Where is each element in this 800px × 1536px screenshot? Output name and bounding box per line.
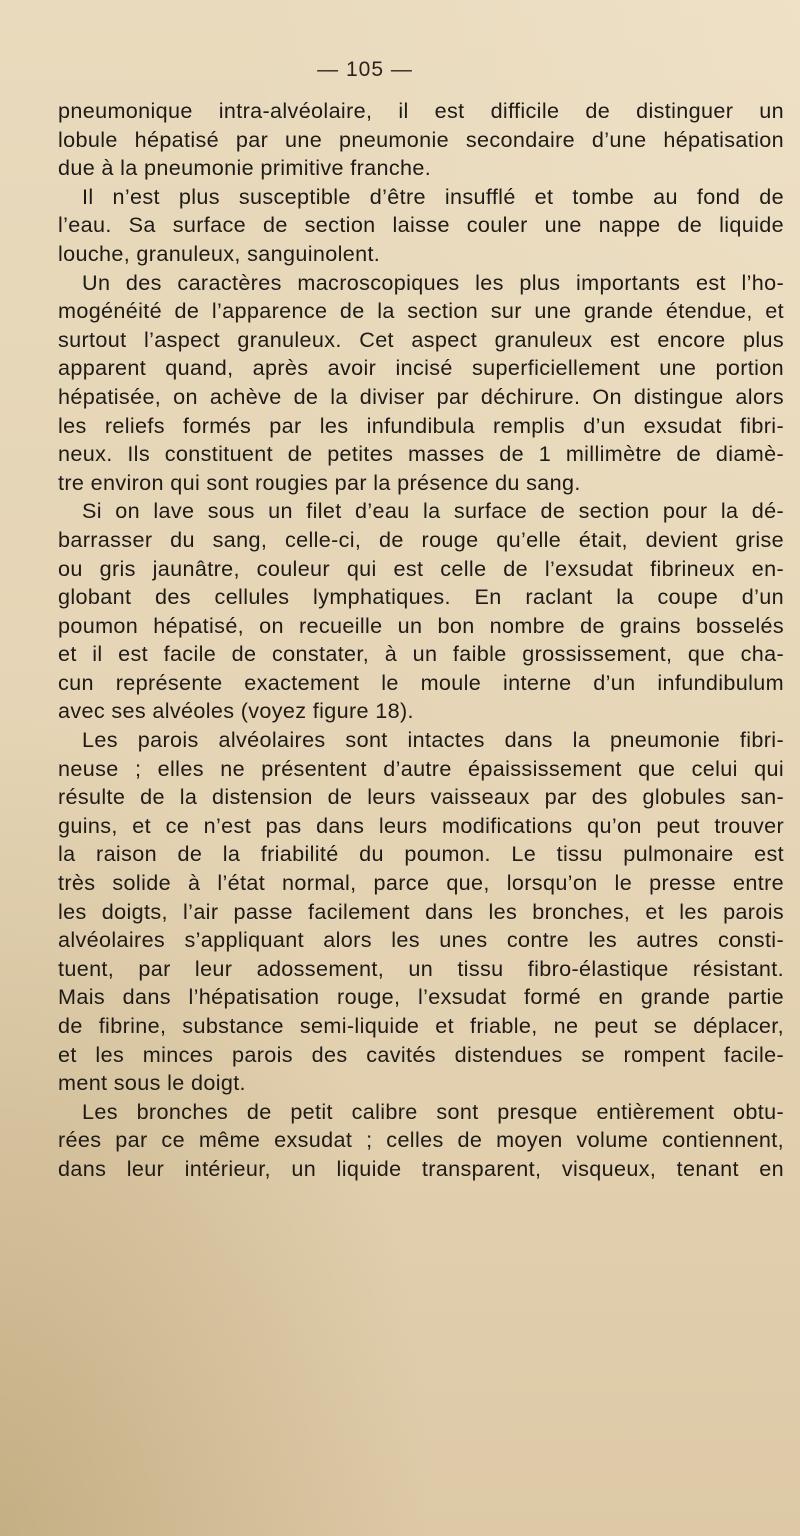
text-line: Un des caractères macroscopiques les plus importants est l’ho- [82, 269, 784, 295]
text-line: Il n’est plus susceptible d’être insufflé et tombe au fond de [82, 183, 784, 209]
text-line: barrasser du sang, celle-ci, de rouge qu’elle était, devient grise [58, 526, 784, 552]
text-line: dans leur intérieur, un liquide transparent, visqueux, tenant en [58, 1155, 784, 1181]
text-line: apparent quand, après avoir incisé superficiellement une portion [58, 355, 784, 381]
text-line: Mais dans l’hépatisation rouge, l’exsudat formé en grande partie [58, 984, 784, 1010]
text-line: cun représente exactement le moule interne d’un infundibulum [58, 669, 784, 695]
text-line: poumon hépatisé, on recueille un bon nombre de grains bosselés [58, 612, 784, 638]
text-line: les reliefs formés par les infundibula remplis d’un exsudat fibri- [58, 412, 784, 438]
text-line: hépatisée, on achève de la diviser par déchirure. On distingue alors [58, 383, 784, 409]
text-line: tre environ qui sont rougies par la présence du sang. [58, 469, 581, 495]
text-line: de fibrine, substance semi-liquide et friable, ne peut se déplacer, [58, 1013, 784, 1038]
page-number: — 105 — [317, 58, 413, 81]
text-line: Les parois alvéolaires sont intactes dans la pneumonie fibri- [82, 727, 784, 753]
text-line: guins, et ce n’est pas dans leurs modifications qu’on peut trouver [58, 812, 784, 838]
text-line: due à la pneumonie primitive franche. [58, 155, 432, 181]
text-line: ment sous le doigt. [58, 1070, 246, 1096]
text-line: neuse ; elles ne présentent d’autre épaississement que celui qui [58, 755, 784, 781]
text-line: et il est facile de constater, à un faible grossissement, que cha- [58, 641, 784, 667]
text-line: alvéolaires s’appliquant alors les unes contre les autres consti- [58, 927, 784, 953]
text-line: neux. Ils constituent de petites masses de 1 millimètre de diamè- [58, 441, 784, 467]
text-line: globant des cellules lymphatiques. En raclant la coupe d’un [58, 584, 784, 610]
text-line: très solide à l’état normal, parce que, lorsqu’on le presse entre [58, 870, 784, 896]
body-text [58, 97, 784, 1184]
text-line: avec ses alvéoles (voyez figure 18). [58, 698, 414, 724]
text-line: Les bronches de petit calibre sont presque entièrement obtu- [82, 1098, 784, 1124]
text-line: lobule hépatisé par une pneumonie secondaire d’une hépatisation [58, 126, 784, 152]
text-line: les doigts, l’air passe facilement dans les bronches, et les parois [58, 898, 784, 924]
text-line: la raison de la friabilité du poumon. Le tissu pulmonaire est [58, 841, 784, 867]
text-line: surtout l’aspect granuleux. Cet aspect granuleux est encore plus [58, 326, 784, 352]
text-line: rées par ce même exsudat ; celles de moyen volume contiennent, [58, 1127, 784, 1153]
text-line: louche, granuleux, sanguinolent. [58, 240, 381, 266]
text-line: ou gris jaunâtre, couleur qui est celle de l’exsudat fibrineux en- [58, 555, 784, 581]
text-line: pneumonique intra-alvéolaire, il est difficile de distinguer un [58, 98, 784, 123]
text-line: et les minces parois des cavités distendues se rompent facile- [58, 1041, 784, 1067]
text-line: mogénéité de l’apparence de la section sur une grande étendue, et [58, 298, 784, 324]
text-line: tuent, par leur adossement, un tissu fibro-élastique résistant. [58, 955, 784, 981]
text-line: résulte de la distension de leurs vaisseaux par des globules san- [58, 784, 784, 810]
text-line: l’eau. Sa surface de section laisse couler une nappe de liquide [58, 212, 784, 238]
text-line: Si on lave sous un filet d’eau la surface de section pour la dé- [82, 498, 784, 524]
